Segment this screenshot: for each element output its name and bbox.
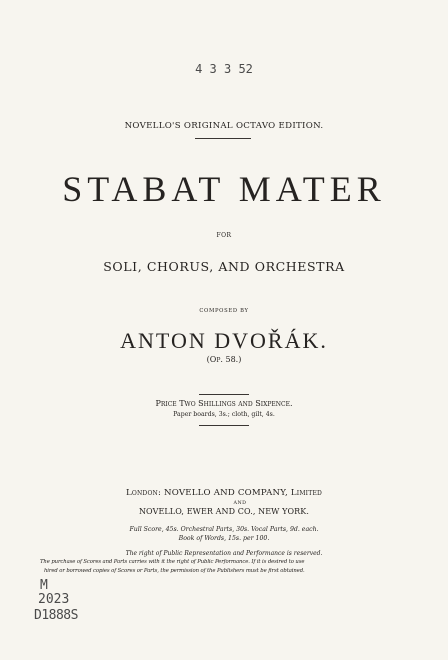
rights-line-3: hired or borrowed copies of Scores or Parts, the permission of the Publishers must be first obtained. bbox=[44, 568, 305, 574]
edition-rule bbox=[195, 138, 251, 139]
parts-prices-line-2: Book of Words, 15s. per 100. bbox=[178, 535, 270, 542]
subtitle: SOLI, CHORUS, AND ORCHESTRA bbox=[103, 259, 345, 274]
composer-name: ANTON DVOŘÁK. bbox=[120, 328, 328, 353]
handwritten-margin-mark: M bbox=[40, 578, 48, 593]
composed-by-label: COMPOSED BY bbox=[199, 308, 249, 314]
handwritten-margin-code: D1888S bbox=[34, 608, 78, 623]
price-rule-bottom bbox=[199, 425, 249, 426]
publisher-city: London: bbox=[125, 488, 162, 498]
handwritten-margin-year: 2023 bbox=[38, 592, 70, 607]
handwritten-catalog-number: 4 3 3 52 bbox=[195, 62, 253, 76]
publisher-limited: Limited bbox=[290, 488, 323, 498]
price-line: Price Two Shillings and Sixpence. bbox=[155, 399, 293, 408]
for-label: FOR bbox=[216, 232, 232, 239]
publisher-line-1 bbox=[0, 488, 448, 498]
publisher-line-2: NOVELLO, EWER AND CO., NEW YORK. bbox=[138, 507, 310, 516]
main-title: STABAT MATER bbox=[62, 169, 386, 209]
rights-line-2: The purchase of Scores and Parts carries with it the right of Public Performance. If it is desired to use bbox=[40, 559, 305, 565]
edition-line: NOVELLO'S ORIGINAL OCTAVO EDITION. bbox=[124, 121, 324, 131]
publisher-and: AND bbox=[233, 501, 247, 506]
binding-prices: Paper boards, 3s.; cloth, gilt, 4s. bbox=[173, 411, 275, 418]
parts-prices-line-1: Full Score, 45s. Orchestral Parts, 30s. Vocal Parts, 9d. each. bbox=[129, 526, 319, 533]
price-rule-top bbox=[199, 394, 249, 395]
publisher-name: NOVELLO AND COMPANY, bbox=[164, 488, 288, 498]
rights-line-1: The right of Public Representation and Performance is reserved. bbox=[125, 550, 323, 557]
opus-number: (Op. 58.) bbox=[206, 355, 242, 364]
